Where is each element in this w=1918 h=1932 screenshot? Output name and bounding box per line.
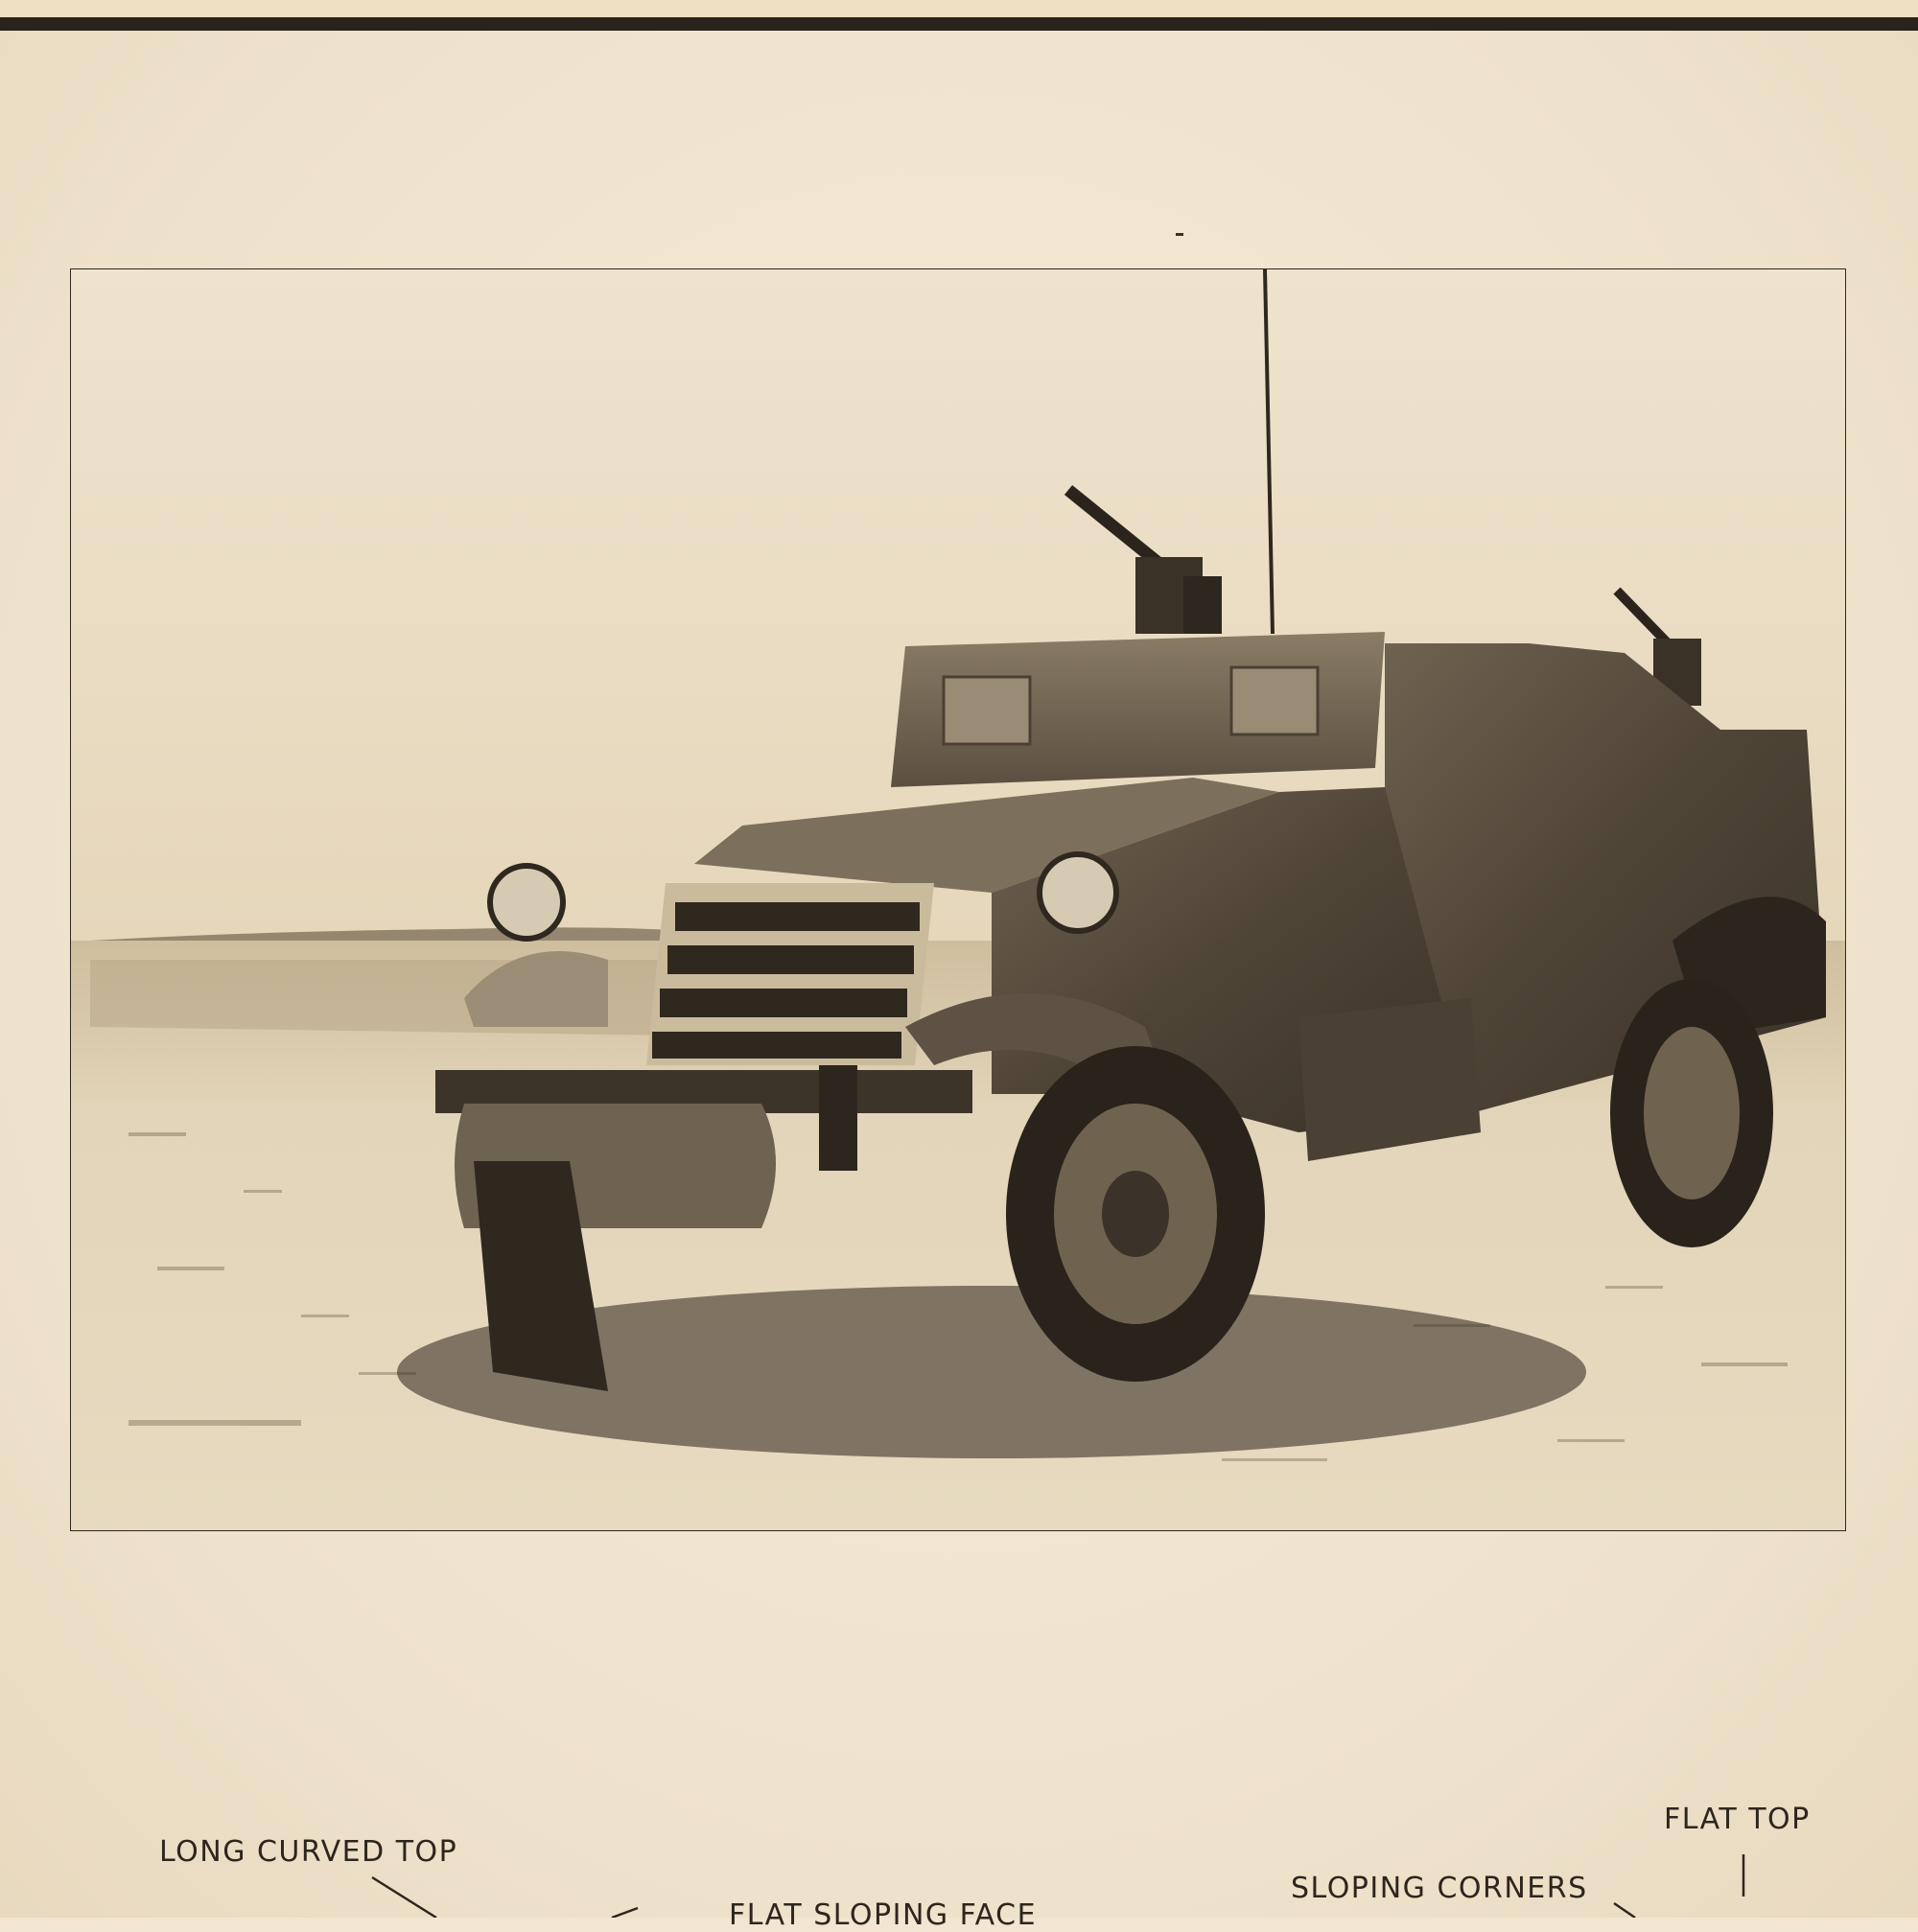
callout-sloping-corners: SLOPING CORNERS (1291, 1872, 1588, 1905)
callout-long-curved-top: LONG CURVED TOP (159, 1835, 458, 1869)
leader-flat-sloping-face (612, 1908, 638, 1918)
callout-flat-sloping-face: FLAT SLOPING FACE (729, 1898, 1038, 1932)
callout-flat-top: FLAT TOP (1664, 1803, 1811, 1836)
leader-sloping-corners (1614, 1903, 1635, 1918)
leader-long-curved-top (372, 1877, 436, 1918)
